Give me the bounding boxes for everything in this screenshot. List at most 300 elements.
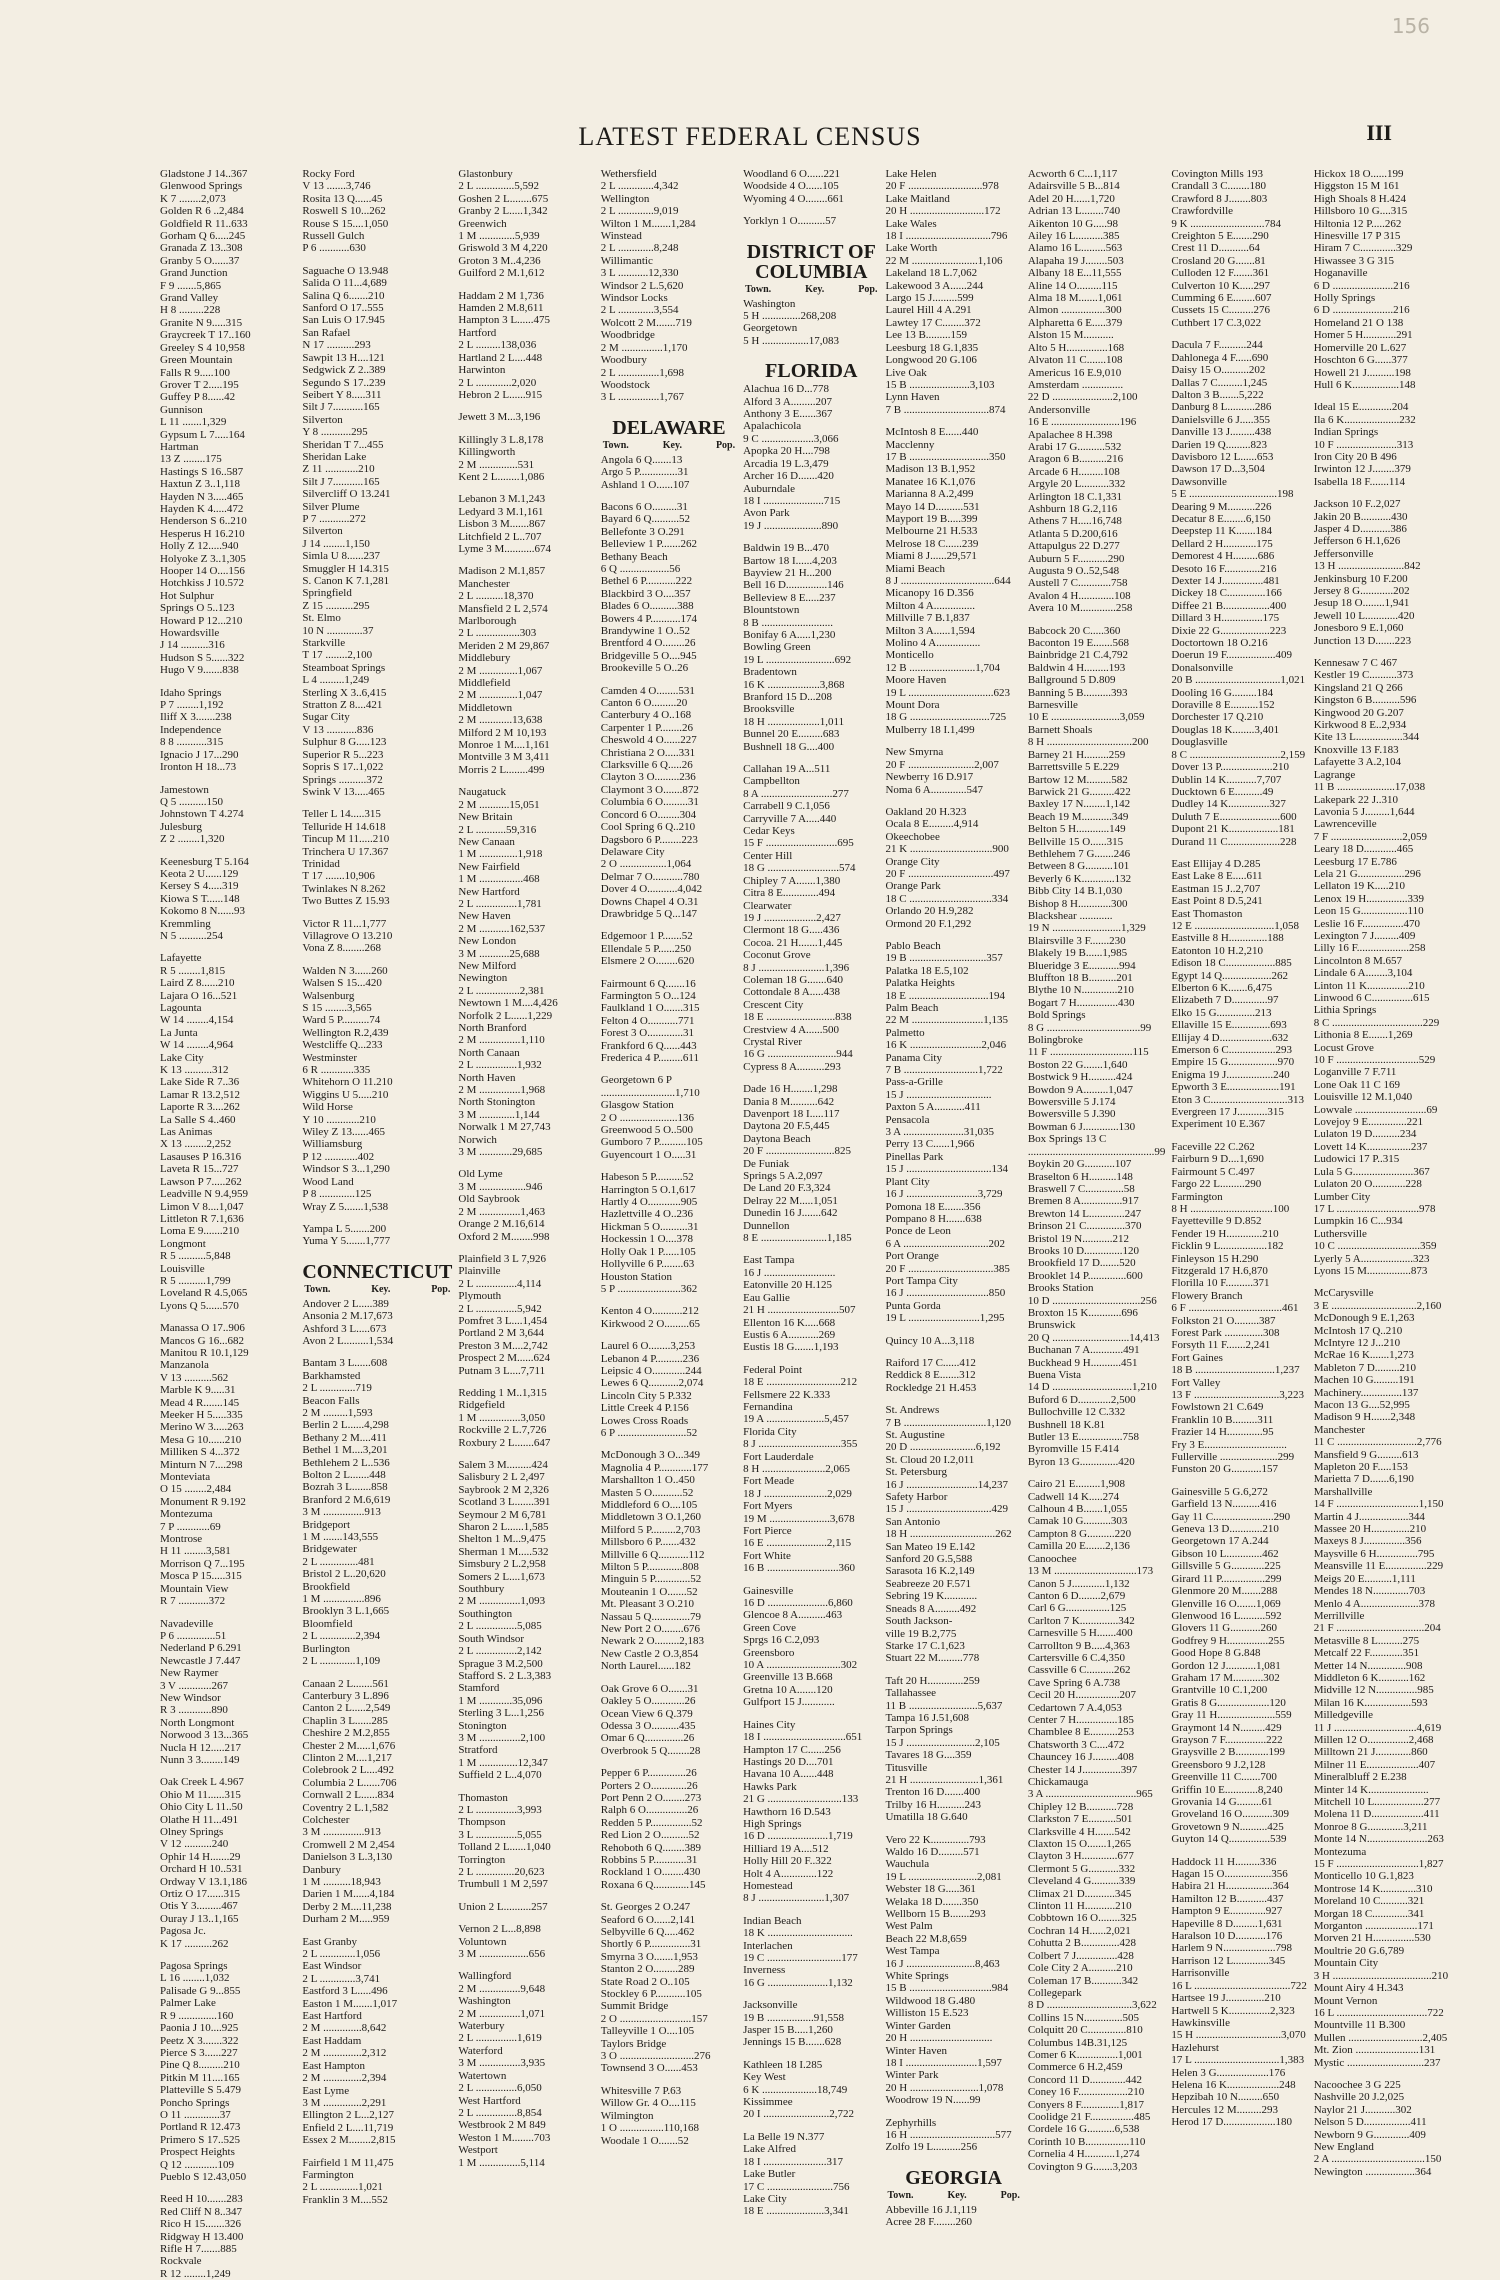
town-entry: Wolcott 2 M.......719 (600, 316, 692, 329)
column-header-pop: Pop. (1000, 2189, 1020, 2201)
town-entry: K 7 ........2,073 (160, 192, 226, 205)
town-entry: Marshallville (1313, 1485, 1373, 1498)
town-entry: Homerville 20 L.627 (1313, 341, 1407, 354)
spacer (885, 1824, 1021, 1834)
town-entry: Summit Bridge (600, 2000, 669, 2013)
town-entry: R 7 ...........372 (160, 1595, 226, 1608)
town-entry: Woodale 1 O.......52 (600, 2134, 689, 2147)
town-entry: Marshallton 1 O..450 (600, 1474, 695, 1487)
town-entry: 13 Z ........175 (160, 453, 222, 466)
town-entry: Redding 1 M..1,315 (458, 1386, 547, 1399)
town-entry: 6 K ....................18,749 (743, 2083, 848, 2096)
town-entry: Baldwin 19 B...470 (743, 542, 829, 555)
spacer (885, 796, 1021, 806)
town-entry: 16 G .........................944 (743, 1048, 853, 1061)
town-entry: Robbins 5 P............31 (600, 1853, 698, 1866)
town-entry: 10 F ......................313 (1313, 438, 1414, 451)
town-entry: Herod 17 D...................180 (1171, 2116, 1293, 2129)
town-entry: Danielsville 6 J.....355 (1171, 413, 1271, 426)
town-entry: 8 J ........................1,396 (743, 961, 850, 974)
town-entry: Sprague 3 M.2,500 (458, 1657, 543, 1670)
town-entry: Montrose 14 K.............310 (1313, 1882, 1433, 1895)
town-entry: 2 L .............719 (302, 1382, 372, 1395)
town-entry: Frazier 14 H.............95 (1171, 1426, 1274, 1439)
town-entry: Fairfield 1 M 11,475 (302, 2156, 394, 2169)
spacer (743, 1709, 879, 1719)
town-entry: Melbourne 21 H.533 (885, 525, 978, 538)
town-entry: Lyerly 5 A...................323 (1313, 1252, 1430, 1265)
town-entry: Cedar Keys (743, 825, 795, 838)
town-entry: Louisville (160, 1262, 205, 1275)
town-entry: Killingly 3 L.8,178 (458, 433, 544, 446)
town-entry: Jonesboro 9 E.1,060 (1313, 622, 1404, 635)
town-entry: Lincolnton 8 M.657 (1313, 954, 1402, 967)
town-entry: 2 L ...............6,050 (458, 2082, 542, 2095)
town-entry: Crosland 20 G.......81 (1171, 254, 1266, 267)
town-entry: Lynn Haven (885, 391, 940, 404)
town-entry: Sanford O 17..555 (302, 302, 384, 315)
town-entry: Teller L 14.....315 (302, 808, 381, 821)
town-entry: L 16 ........1,032 (160, 1972, 230, 1985)
town-entry: 16 J .........................8,463 (885, 1957, 1000, 1970)
town-entry: Seaford 6 O......2,141 (600, 1913, 696, 1926)
town-entry: Waterbury (458, 2020, 505, 2033)
town-entry: High Shoals 8 H.424 (1313, 192, 1406, 205)
town-entry: Elizabeth 7 D.............97 (1171, 994, 1279, 1007)
town-entry: Branford 2 M.6,619 (302, 1493, 391, 1506)
town-entry: Pinellas Park (885, 1150, 944, 1163)
column-header-key: Key. (947, 2189, 967, 2201)
town-entry: Fort Pierce (743, 1525, 792, 1537)
town-entry: Hayden N 3.....465 (160, 490, 244, 503)
town-entry: Moreland 10 C..........321 (1313, 1895, 1425, 1908)
town-entry: Hartly 4 O............905 (600, 1196, 698, 1209)
town-entry: Bowersville 5 J.174 (1027, 1096, 1116, 1109)
town-entry: Bellefonte 3 O.291 (600, 525, 685, 538)
town-entry: V 13 ..........562 (160, 1371, 229, 1384)
town-entry: 7 F ..........................2,059 (1313, 830, 1428, 843)
spacer (1171, 1846, 1307, 1856)
town-entry: Hayden K 4.....472 (160, 502, 244, 515)
town-entry: Holt 4 A.............122 (743, 1867, 834, 1880)
town-entry: Kirkwood 8 E..2,934 (1313, 719, 1407, 732)
town-entry: Lyons Q 5......570 (160, 1299, 239, 1312)
town-entry: Mineralbluff 2 E.238 (1313, 1771, 1407, 1784)
town-entry: Trumbull 1 M 2,597 (458, 1878, 548, 1891)
town-entry: Alachua 16 D...778 (743, 383, 829, 396)
town-entry: Old Saybrook (458, 1193, 520, 1206)
town-entry: Canton 6 O.........20 (600, 697, 688, 710)
town-entry: 10 E .........................3,059 (1027, 711, 1145, 724)
town-entry: Madison 9 H.......2,348 (1313, 1411, 1416, 1424)
spacer (458, 555, 594, 565)
town-entry: 8 G ..................................99 (1027, 1021, 1152, 1034)
town-entry: 8 8 ...........315 (160, 736, 224, 749)
town-entry: North Stonington (458, 1096, 536, 1109)
town-entry: Dallas 7 C.........1,245 (1171, 376, 1268, 389)
town-entry: Pagosa Springs (160, 1960, 228, 1973)
town-entry: Manassa O 17..906 (160, 1322, 245, 1335)
town-entry: Sprgs 16 C.2,093 (743, 1634, 820, 1647)
town-entry: Okeechobee (885, 830, 940, 843)
town-entry: 20 I ........................2,722 (743, 2108, 855, 2121)
town-entry: Chatsworth 3 C....472 (1027, 1738, 1125, 1751)
town-entry: Cordele 16 G..........6,538 (1027, 2123, 1140, 2136)
town-entry: Dupont 21 K..................181 (1171, 823, 1295, 836)
town-entry: Fry 3 E.............................. (1171, 1438, 1287, 1451)
town-entry: Covington Mills 193 (1171, 168, 1264, 180)
town-entry: 2 L .........138,036 (458, 339, 537, 352)
spacer (601, 1330, 737, 1340)
town-entry: Farmington 5 O...124 (600, 989, 696, 1002)
town-entry: McCarysville (1313, 1287, 1374, 1300)
town-entry: 18 G .............................725 (885, 711, 1007, 724)
town-entry: J 14 ........1,150 (302, 537, 370, 550)
town-entry: Punta Gorda (885, 1299, 941, 1312)
town-entry: 8 J ........................1,307 (743, 1892, 850, 1905)
town-entry: Overbrook 5 Q........28 (600, 1744, 701, 1757)
town-entry: Lithia Springs (1313, 1004, 1377, 1017)
spacer (743, 205, 879, 215)
town-entry: Paxton 5 A...........411 (885, 1101, 981, 1114)
town-entry: 1 M ...............3,050 (458, 1411, 546, 1424)
town-entry: Kremmling (160, 917, 211, 930)
town-entry: Ballground 5 D.809 (1027, 674, 1116, 687)
town-entry: ...........................1,710 (600, 1086, 700, 1099)
town-entry: Austell 7 C............758 (1027, 577, 1128, 590)
town-entry: Hugo V 9.......838 (160, 664, 239, 677)
town-entry: Prospect Heights (160, 2146, 235, 2159)
town-entry: Bishop 8 H............300 (1027, 897, 1128, 910)
town-entry: Anthony 3 E......367 (743, 408, 833, 421)
town-entry: La Salle S 4..460 (160, 1113, 236, 1126)
town-entry: W 14 ........4,154 (160, 1014, 234, 1027)
town-entry: 11 B .....................17,038 (1313, 781, 1426, 794)
town-entry: Orange Park (885, 880, 941, 893)
town-entry: Metasville 8 L.........275 (1313, 1634, 1420, 1647)
town-entry: 19 A .....................5,457 (743, 1413, 849, 1426)
town-entry: Melrose 18 C......239 (885, 537, 979, 550)
spacer (601, 968, 737, 978)
town-entry: R 12 ........1,249 (160, 2267, 231, 2280)
town-entry: X 13 ........2,252 (160, 1138, 232, 1151)
town-entry: Rockville 2 L.7,726 (458, 1424, 547, 1437)
town-entry: O 15 ........2,484 (160, 1483, 232, 1496)
town-entry: 8 E ........................1,185 (743, 1232, 852, 1245)
town-entry: Kent 2 L........1,086 (458, 470, 545, 483)
town-entry: St. Petersburg (885, 1466, 947, 1479)
town-entry: Canaan 2 L.......561 (302, 1677, 389, 1690)
town-entry: Adel 20 H......1,720 (1027, 192, 1115, 205)
town-entry: Quincy 10 A...3,118 (885, 1334, 975, 1347)
town-entry: Eatonton 10 H.2,210 (1171, 944, 1263, 957)
spacer (885, 1325, 1021, 1335)
town-entry: Trenton 16 D.......400 (885, 1786, 981, 1799)
town-entry: Palmetto (885, 1026, 925, 1039)
town-entry: 2 M ..............1,067 (458, 664, 543, 677)
town-entry: Callahan 19 A...511 (743, 763, 831, 776)
town-entry: Morganton ...................171 (1313, 1920, 1434, 1933)
town-entry: Harlem 9 N...................798 (1171, 1942, 1293, 1955)
state-heading: CONNECTICUT (302, 1260, 453, 1283)
town-entry: Dickey 18 C..............166 (1171, 587, 1282, 600)
town-entry: Meansville 11 E...............229 (1313, 1560, 1444, 1573)
town-entry: Faceville 22 C.262 (1171, 1140, 1255, 1153)
town-entry: Dunnellon (743, 1219, 790, 1232)
town-entry: 6 F ..................................461 (1171, 1302, 1299, 1315)
town-entry: Nunn 3 3........149 (160, 1753, 240, 1766)
town-entry: 3 A ......................31,035 (885, 1126, 994, 1139)
spacer (601, 1295, 737, 1305)
town-entry: 19 L ...............................623 (885, 686, 1011, 699)
town-entry: Brooksville (743, 703, 795, 716)
town-entry: 1 M ...............5,114 (458, 2156, 545, 2169)
town-entry: Cool Spring 6 Q..210 (600, 821, 696, 834)
town-entry: 3 E ...............................2,160 (1313, 1299, 1442, 1312)
town-entry: Independence (160, 723, 222, 736)
town-entry: Avalon 4 H.............108 (1027, 589, 1131, 602)
town-entry: Enigma 19 J.................240 (1171, 1068, 1290, 1081)
town-entry: Jennings 15 B.......628 (743, 2036, 842, 2049)
town-entry: N 17 ..........293 (302, 339, 371, 352)
town-entry: Minturn N 7....298 (160, 1458, 243, 1471)
town-entry: Macclenny (885, 438, 935, 451)
town-entry: Key West (743, 2071, 786, 2084)
town-entry: 20 F ...............................385 (885, 1262, 1010, 1275)
town-entry: Clearwater (743, 899, 792, 912)
town-entry: Barwick 21 G.........422 (1027, 785, 1131, 798)
town-entry: 15 J ...............................134 (885, 1163, 1008, 1176)
town-entry: Clermont 18 G.....436 (743, 924, 840, 937)
town-entry: Coleman 17 B...........342 (1027, 1974, 1139, 1987)
town-entry: Easton 1 M.......1,017 (302, 1997, 398, 2010)
spacer (160, 677, 296, 687)
town-entry: 2 O .....................136 (600, 1111, 694, 1124)
town-entry: Guyencourt 1 O.....31 (600, 1148, 697, 1161)
town-entry: 14 F ..............................1,150 (1313, 1498, 1444, 1511)
town-entry: Crawfordville (1171, 205, 1234, 218)
town-entry: Sulphur 8 G.....123 (302, 736, 387, 749)
town-entry: Whitesville 7 P.63 (600, 2084, 682, 2097)
town-entry: Harrington 5 O.1,617 (600, 1183, 696, 1196)
town-entry: Eastville 8 H..............188 (1171, 932, 1284, 945)
town-entry: Guffey P 8......42 (160, 391, 236, 404)
town-entry: Lake Side R 7..36 (160, 1076, 240, 1089)
town-entry: Lake Alfred (743, 2143, 796, 2156)
town-entry: Peetz X 3.......322 (160, 2034, 239, 2047)
town-entry: Fort Meade (743, 1475, 795, 1488)
town-entry: Forsyth 11 F.......2,241 (1171, 1339, 1271, 1352)
town-entry: Westminster (302, 1051, 358, 1064)
town-entry: North Haven (458, 1071, 516, 1084)
town-entry: Howell 21 J..........198 (1313, 366, 1411, 379)
town-entry: Salisbury 2 L 2,497 (458, 1471, 545, 1484)
town-entry: Laporte R 3....262 (160, 1101, 241, 1114)
town-entry: Wellborn 15 B.......293 (885, 1908, 986, 1921)
town-entry: New Britain (458, 811, 513, 824)
town-entry: Holyoke Z 3..1,305 (160, 552, 246, 565)
town-entry: Jasper 4 D...........386 (1313, 522, 1407, 535)
town-entry: L 4 .........1,249 (302, 674, 370, 687)
town-entry: Culloden 12 F.......361 (1171, 267, 1270, 280)
town-entry: Olathe H 11...491 (160, 1813, 239, 1826)
town-entry: 6 A ...............................202 (885, 1237, 1005, 1250)
town-entry: Milton 3 A......1,594 (885, 624, 976, 637)
town-entry: Dorchester 17 Q.210 (1171, 711, 1264, 724)
town-entry: St. Georges 2 O.247 (600, 1901, 691, 1914)
town-entry: Loma E 9.......210 (160, 1225, 240, 1238)
town-entry: East Hartford (302, 2010, 362, 2023)
town-entry: 2 L ...............2,142 (458, 1645, 542, 1658)
town-entry: Athens 7 H.....16,748 (1027, 515, 1122, 528)
town-entry: 2 M ...........162,537 (458, 922, 546, 935)
town-entry: Garfield 13 N..........416 (1171, 1498, 1277, 1511)
town-entry: Olney Springs (160, 1826, 224, 1838)
town-entry: Dudley 14 K...............327 (1171, 798, 1286, 811)
town-entry: Derby 2 M....11,238 (302, 1900, 392, 1913)
town-entry: Preston 3 M....2,742 (458, 1339, 548, 1352)
town-entry: Ila 6 K....................232 (1313, 413, 1416, 426)
town-entry: Bushnell 18 G....400 (743, 740, 835, 753)
town-entry: Windsor 2 L.5,620 (600, 279, 684, 292)
town-entry: 2 M ...............1,170 (600, 341, 688, 354)
town-entry: Coolidge 21 F................485 (1027, 2110, 1151, 2123)
town-entry: Saguache O 13.948 (302, 264, 389, 277)
town-entry: 5 P .......................362 (600, 1282, 698, 1295)
town-entry: Twinlakes N 8.262 (302, 882, 386, 895)
town-entry: Reddick 8 E.......312 (885, 1369, 976, 1382)
town-entry: Mead 4 R.......145 (160, 1396, 240, 1409)
town-entry: Thompson (458, 1816, 506, 1829)
spacer (1314, 2069, 1450, 2079)
town-entry: Greenville 13 B.668 (743, 1671, 833, 1684)
town-entry: Canton 2 L.....2,549 (302, 1702, 391, 1715)
town-entry: Gay 11 C......................290 (1171, 1510, 1291, 1523)
town-entry: Canon 5 J............1,132 (1027, 1577, 1130, 1590)
town-entry: Collins 15 N..............505 (1027, 2011, 1140, 2024)
town-entry: Mouteanin 1 O.......52 (600, 1585, 698, 1598)
spacer (1314, 647, 1450, 657)
town-entry: Milliken S 4...372 (160, 1446, 240, 1459)
spacer (302, 1347, 452, 1357)
town-entry: 11 B .........................5,637 (885, 1699, 1003, 1712)
town-entry: Roxbury 2 L.......647 (458, 1436, 551, 1449)
town-entry: Chipley 12 B...........728 (1027, 1800, 1134, 1813)
town-entry: 18 B .............................1,237 (1171, 1364, 1300, 1377)
town-entry: Cave Spring 6 A.738 (1027, 1676, 1121, 1689)
town-entry: Portland 2 M 3,644 (458, 1327, 544, 1340)
town-entry: 5 H ..............268,208 (743, 310, 837, 323)
town-entry: Cuthbert 17 C.3,022 (1171, 316, 1262, 329)
town-entry: 19 L .........................692 (743, 653, 852, 666)
town-entry: Habeson 5 P..........52 (600, 1171, 694, 1184)
town-entry: Iliff X 3.......238 (160, 711, 232, 724)
town-entry: High Springs (743, 1817, 802, 1830)
town-entry: Haralson 10 D...........176 (1171, 1930, 1283, 1943)
town-entry: Linton 11 K...............210 (1313, 979, 1425, 992)
town-entry: Gordon 12 J...........1,081 (1171, 1659, 1281, 1672)
town-entry: Adairsville 5 B...814 (1027, 180, 1120, 193)
town-entry: Campbellton (743, 775, 800, 788)
town-entry: Colbert 7 J...............428 (1027, 1949, 1134, 1962)
town-entry: Baconton 19 E.......568 (1027, 637, 1129, 650)
town-entry: East Haddam (302, 2034, 362, 2047)
town-entry: Danbury (302, 1863, 341, 1876)
town-entry: 1 M ..............1,918 (458, 848, 543, 861)
town-entry: Edgemoor 1 P.......52 (600, 930, 693, 943)
town-entry: Howard P 12...210 (160, 614, 243, 627)
town-entry: Byron 13 G..............420 (1027, 1455, 1135, 1468)
town-entry: Blades 6 O..........388 (600, 600, 694, 613)
town-entry: 2 M ...............1,968 (458, 1084, 546, 1097)
town-entry: White Springs (885, 1970, 949, 1983)
spacer (160, 942, 296, 952)
town-entry: Leadville N 9.4,959 (160, 1188, 248, 1201)
town-entry: Norfolk 2 L......1,229 (458, 1009, 553, 1022)
town-entry: Manitou R 10.1,129 (160, 1346, 249, 1359)
town-entry: East Tampa (743, 1254, 795, 1267)
town-entry: Albany 18 E...11,555 (1027, 267, 1122, 280)
town-entry: 18 E .........................838 (743, 1011, 852, 1024)
town-entry: Winter Park (885, 2069, 939, 2082)
town-entry: Lulaton 20 O............228 (1313, 1178, 1422, 1191)
town-entry: 7 B ..............................1,120 (885, 1416, 1012, 1429)
town-entry: Mount Vernon (1313, 1994, 1378, 2007)
town-entry: Alamo 16 L.........563 (1027, 242, 1123, 255)
town-entry: Lake City (160, 1051, 204, 1064)
town-entry: 15 B ..............................984 (885, 1982, 1009, 1995)
town-entry: Ophir 14 H.......29 (160, 1850, 241, 1863)
town-entry: Mulberry 18 I.1,499 (885, 723, 975, 736)
town-entry: Silvercliff O 13.241 (302, 488, 391, 501)
town-entry: West Hartford (458, 2094, 521, 2107)
town-entry: 16 J ..............................850 (885, 1287, 1006, 1300)
town-entry: Sanford 20 G.5,588 (885, 1553, 973, 1566)
town-entry: Morris 2 L........499 (458, 763, 545, 776)
town-entry: 11 C .............................2,776 (1313, 1436, 1442, 1449)
town-entry: 3 M ...............3,935 (458, 2057, 546, 2070)
town-entry: St. Augustine (885, 1429, 945, 1441)
town-entry: Pitkin M 11....165 (160, 2071, 240, 2084)
town-entry: Delmar 7 O...........780 (600, 870, 700, 883)
town-entry: Otis Y 3.........467 (160, 1900, 238, 1913)
town-entry: Milledgeville (1313, 1709, 1373, 1722)
town-entry: Granby 5 O......37 (160, 254, 240, 267)
town-entry: Ridgway H 13.400 (160, 2230, 244, 2243)
town-entry: Florida City (743, 1425, 797, 1438)
town-entry: Monroe 8 G.............3,211 (1313, 1820, 1428, 1833)
town-entry: Bolingbroke (1027, 1034, 1083, 1047)
town-entry: Mountain View (160, 1582, 229, 1595)
town-entry: Kennesaw 7 C 467 (1313, 657, 1398, 670)
town-entry: Daisy 15 O..........202 (1171, 364, 1266, 377)
town-entry: Danville 13 J.........438 (1171, 426, 1272, 439)
town-entry: Holly Oak 1 P......105 (600, 1245, 696, 1258)
town-entry: Dixie 22 G..................223 (1171, 624, 1287, 637)
census-column (1171, 168, 1307, 2129)
town-entry: Lisbon 3 M.......867 (458, 518, 546, 531)
town-entry: Stratford (458, 1744, 498, 1757)
town-entry: Evergreen 17 J...........315 (1171, 1106, 1284, 1119)
town-entry: Reed H 10.......283 (160, 2193, 243, 2206)
town-entry: Hastings 20 D....701 (743, 1755, 834, 1768)
town-entry: Stratton Z 8....421 (302, 699, 383, 712)
town-entry: 18 I ...............................796 (885, 230, 1008, 243)
town-entry: 2 L ...........59,316 (458, 823, 537, 836)
town-entry: Granada Z 13..308 (160, 242, 243, 255)
spacer (743, 1354, 879, 1364)
town-entry: 2 L .............2,394 (302, 1630, 381, 1643)
